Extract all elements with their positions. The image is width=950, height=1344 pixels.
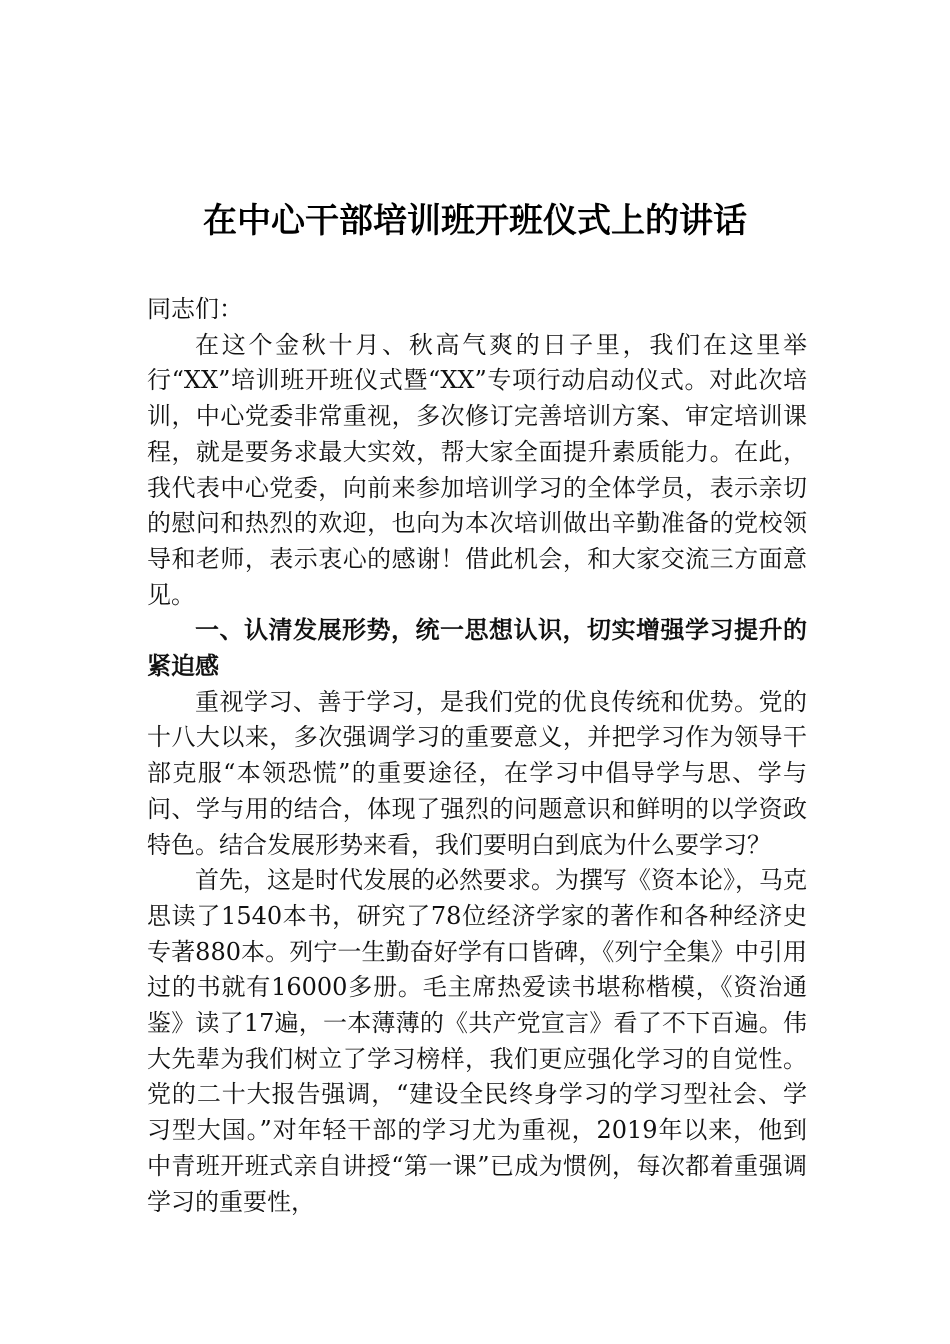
document-title: 在中心干部培训班开班仪式上的讲话	[203, 201, 747, 241]
salutation: 同志们：	[147, 295, 243, 323]
paragraph-opening: 在这个金秋十月、秋高气爽的日子里，我们在这里举行“XX”培训班开班仪式暨“XX”专项行动启动仪式。对此次培训，中心党委非常重视，多次修订完善培训方案、审定培训课程，就是要务求最大实效，帮大家全面提升素质能力。在此，我代表中心党委，向前来参加培训学习的全体学员，表示亲切的慰问和热烈的欢迎，也向为本次培训做出辛勤准备的党校领导和老师，表示衷心的感谢！借此机会，和大家交流三方面意见。	[147, 330, 807, 609]
section-heading-1: 一、认清发展形势，统一思想认识，切实增强学习提升的紧迫感	[147, 616, 807, 681]
paragraph-era-requirement: 首先，这是时代发展的必然要求。为撰写《资本论》，马克思读了1540本书，研究了78位经济学家的著作和各种经济史专著880本。列宁一生勤奋好学有口皆碑，《列宁全集》中引用过的书就有16000多册。毛主席热爱读书堪称楷模，《资治通鉴》读了17遍，一本薄薄的《共产党宣言》看了不下百遍。伟大先辈为我们树立了学习榜样，我们更应强化学习的自觉性。党的二十大报告强调，“建设全民终身学习的学习型社会、学习型大国。”对年轻干部的学习尤为重视，2019年以来，他到中青班开班式亲自讲授“第一课”已成为惯例，每次都着重强调学习的重要性，	[147, 866, 807, 1216]
document-body	[147, 292, 807, 1220]
paragraph-learning-tradition: 重视学习、善于学习，是我们党的优良传统和优势。党的十八大以来，多次强调学习的重要意义，并把学习作为领导干部克服“本领恐慌”的重要途径，在学习中倡导学与思、学与问、学与用的结合，体现了强烈的问题意识和鲜明的以学资政特色。结合发展形势来看，我们要明白到底为什么要学习？	[147, 687, 807, 859]
